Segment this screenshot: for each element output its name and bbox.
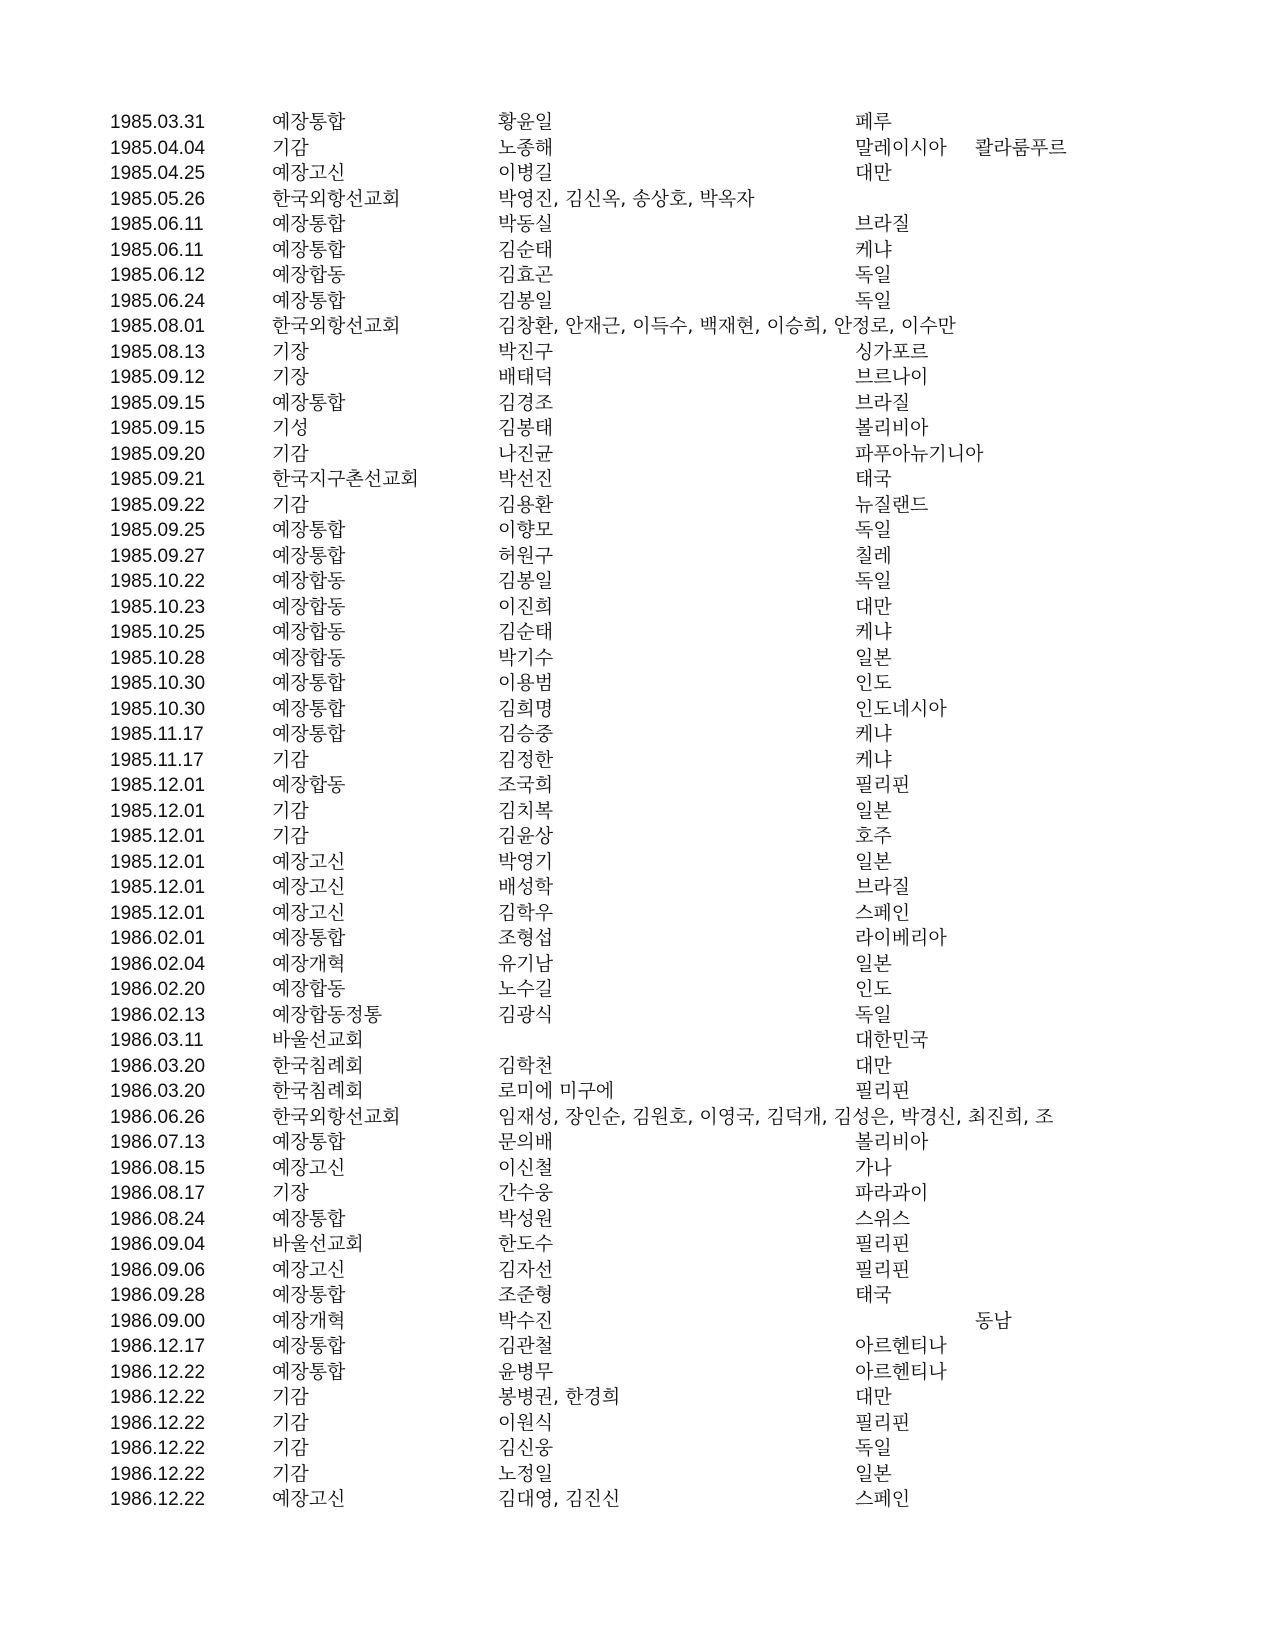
- record-names: 김순태: [498, 238, 554, 261]
- table-row: [0, 493, 1275, 519]
- record-country: 인도: [855, 978, 892, 1000]
- record-country: 태국: [855, 468, 892, 490]
- record-denomination: 예장통합: [272, 391, 346, 414]
- record-country: 케냐: [855, 621, 892, 643]
- record-country: 태국: [855, 1284, 892, 1306]
- record-date: 1986.09.06: [110, 1259, 206, 1281]
- record-date: 1985.03.31: [110, 112, 206, 133]
- record-names: 김관철: [498, 1335, 554, 1357]
- record-country: 스페인: [855, 1488, 911, 1510]
- record-names: 윤병무: [498, 1360, 554, 1383]
- table-row: [0, 110, 1275, 136]
- record-date: 1986.12.22: [110, 1489, 206, 1510]
- record-date: 1985.09.15: [110, 418, 206, 439]
- table-row: [0, 212, 1275, 238]
- table-row: [0, 518, 1275, 544]
- record-country: 일본: [855, 799, 892, 822]
- table-row: [0, 1054, 1275, 1080]
- record-denomination: 예장합동: [272, 646, 346, 669]
- record-denomination: 예장고신: [272, 1258, 346, 1281]
- record-country: 브라질: [855, 213, 911, 235]
- record-date: 1986.12.22: [110, 1438, 206, 1459]
- record-names: 김자선: [498, 1258, 554, 1281]
- record-names: 김학우: [498, 901, 554, 924]
- table-row: [0, 1309, 1275, 1335]
- table-row: [0, 569, 1275, 595]
- table-row: [0, 901, 1275, 927]
- table-row: [0, 1487, 1275, 1513]
- record-date: 1985.12.01: [110, 775, 206, 796]
- record-date: 1985.10.22: [110, 571, 206, 592]
- record-denomination: 예장통합: [272, 1207, 346, 1230]
- record-country: 케냐: [855, 748, 892, 771]
- record-date: 1985.09.21: [110, 469, 206, 490]
- record-names: 조국희: [498, 774, 554, 796]
- record-denomination: 기감: [272, 1437, 309, 1459]
- record-denomination: 기감: [272, 136, 309, 159]
- record-names: 김정한: [498, 748, 554, 771]
- record-date: 1985.12.01: [110, 877, 206, 898]
- record-country: 필리핀: [855, 1080, 911, 1102]
- table-row: [0, 671, 1275, 697]
- record-date: 1986.09.00: [110, 1310, 206, 1332]
- table-row: [0, 136, 1275, 162]
- table-row: [0, 1079, 1275, 1105]
- record-country: 독일: [855, 570, 892, 592]
- record-date: 1985.06.11: [110, 239, 204, 261]
- table-row: [0, 365, 1275, 391]
- record-date: 1985.10.30: [110, 698, 206, 720]
- record-names: 배성학: [498, 876, 554, 898]
- table-row: [0, 314, 1275, 340]
- table-row: [0, 850, 1275, 876]
- record-denomination: 예장합동정통: [272, 1003, 383, 1026]
- record-names: 나진균: [498, 442, 554, 465]
- table-row: [0, 187, 1275, 213]
- record-names: 김경조: [498, 391, 554, 414]
- record-denomination: 예장고신: [272, 1488, 346, 1510]
- record-denomination: 예장통합: [272, 111, 346, 133]
- record-names: 김학천: [498, 1054, 554, 1077]
- record-date: 1986.12.22: [110, 1412, 206, 1434]
- table-row: [0, 773, 1275, 799]
- record-country: 브르나이: [855, 366, 929, 388]
- record-date: 1985.10.25: [110, 622, 206, 643]
- record-names: 박기수: [498, 646, 554, 669]
- record-denomination: 예장통합: [272, 697, 346, 720]
- table-row: [0, 161, 1275, 187]
- record-date: 1985.09.25: [110, 520, 206, 541]
- record-names: 이용범: [498, 672, 554, 694]
- record-names: 한도수: [498, 1233, 554, 1255]
- record-names: 간수웅: [498, 1182, 554, 1204]
- record-country: 독일: [855, 264, 892, 286]
- table-row: [0, 263, 1275, 289]
- table-row: [0, 646, 1275, 672]
- table-row: [0, 595, 1275, 621]
- record-denomination: 예장통합: [272, 289, 346, 312]
- record-date: 1986.09.04: [110, 1234, 206, 1255]
- record-country: 필리핀: [855, 1233, 911, 1255]
- table-row: [0, 1334, 1275, 1360]
- record-denomination: 한국외항선교회: [272, 315, 401, 337]
- record-names: 박수진: [498, 1309, 554, 1332]
- record-names: 김순태: [498, 621, 554, 643]
- record-names: 이병길: [498, 162, 554, 184]
- table-row: [0, 799, 1275, 825]
- record-denomination: 예장고신: [272, 901, 346, 924]
- record-country: 파라과이: [855, 1182, 929, 1204]
- record-country: 필리핀: [855, 1411, 911, 1434]
- record-denomination: 예장개혁: [272, 1309, 346, 1332]
- record-country: 아르헨티나: [855, 1335, 947, 1357]
- record-country: 일본: [855, 952, 892, 975]
- table-row: [0, 1156, 1275, 1182]
- record-names: 황윤일: [498, 111, 554, 133]
- table-row: [0, 544, 1275, 570]
- table-row: [0, 952, 1275, 978]
- record-names: 김윤상: [498, 825, 554, 847]
- record-names: 로미에 미구에: [498, 1080, 615, 1102]
- record-date: 1986.08.15: [110, 1157, 206, 1179]
- record-names: 김승중: [498, 723, 554, 745]
- record-denomination: 기감: [272, 1462, 309, 1485]
- record-date: 1985.12.01: [110, 851, 206, 873]
- record-denomination: 기감: [272, 825, 309, 847]
- record-date: 1985.04.25: [110, 163, 206, 184]
- table-row: [0, 416, 1275, 442]
- record-country: 뉴질랜드: [855, 493, 929, 516]
- record-denomination: 기감: [272, 1386, 309, 1408]
- record-denomination: 예장통합: [272, 544, 346, 567]
- record-country: 독일: [855, 289, 892, 312]
- record-country: 대만: [855, 1386, 892, 1408]
- record-denomination: 바울선교회: [272, 1233, 364, 1255]
- record-country: 대한민국: [855, 1029, 929, 1051]
- record-denomination: 한국침례회: [272, 1080, 364, 1102]
- table-row: [0, 1028, 1275, 1054]
- record-denomination: 기장: [272, 1182, 309, 1204]
- record-names: 문의배: [498, 1131, 554, 1153]
- record-denomination: 예장고신: [272, 876, 346, 898]
- record-date: 1986.12.22: [110, 1361, 206, 1383]
- record-names: 김창환, 안재근, 이득수, 백재현, 이승희, 안정로, 이수만: [498, 315, 956, 337]
- record-denomination: 예장합동: [272, 264, 346, 286]
- record-names: 배태덕: [498, 366, 554, 388]
- record-names: 이향모: [498, 519, 554, 541]
- record-names: 김대영, 김진신: [498, 1488, 621, 1510]
- record-date: 1985.09.22: [110, 494, 206, 516]
- table-row: [0, 1411, 1275, 1437]
- record-denomination: 예장합동: [272, 570, 346, 592]
- record-country: 볼리비아: [855, 417, 929, 439]
- record-names: 이원식: [498, 1411, 554, 1434]
- record-names: 김효곤: [498, 264, 554, 286]
- record-country: 대만: [855, 162, 892, 184]
- record-date: 1985.11.17: [110, 724, 204, 745]
- record-date: 1986.03.20: [110, 1081, 206, 1102]
- record-date: 1986.03.11: [110, 1030, 204, 1051]
- record-names: 이진희: [498, 595, 554, 618]
- record-denomination: 한국외항선교회: [272, 187, 401, 210]
- record-denomination: 예장통합: [272, 927, 346, 949]
- record-date: 1986.12.22: [110, 1387, 206, 1408]
- record-names: 박영진, 김신옥, 송상호, 박옥자: [498, 187, 755, 210]
- table-row: [0, 1258, 1275, 1284]
- record-denomination: 예장통합: [272, 213, 346, 235]
- record-date: 1986.02.20: [110, 979, 206, 1000]
- record-country: 싱가포르: [855, 340, 929, 363]
- record-date: 1985.08.01: [110, 316, 206, 337]
- record-country: 케냐: [855, 238, 892, 261]
- record-names: 허원구: [498, 544, 554, 567]
- record-date: 1985.12.01: [110, 902, 206, 924]
- record-date: 1985.11.17: [110, 749, 204, 771]
- record-date: 1986.12.17: [110, 1336, 206, 1357]
- table-row: [0, 1360, 1275, 1386]
- record-country: 일본: [855, 1462, 892, 1485]
- record-country: 독일: [855, 1437, 892, 1459]
- record-denomination: 기장: [272, 366, 309, 388]
- record-denomination: 기감: [272, 748, 309, 771]
- record-country: 독일: [855, 519, 892, 541]
- record-names: 조준형: [498, 1284, 554, 1306]
- record-country: 대만: [855, 1054, 892, 1077]
- record-country: 아르헨티나: [855, 1360, 947, 1383]
- record-denomination: 예장합동: [272, 621, 346, 643]
- record-names: 노종해: [498, 136, 554, 159]
- table-row: [0, 391, 1275, 417]
- record-country: 케냐: [855, 723, 892, 745]
- record-date: 1985.09.20: [110, 443, 206, 465]
- table-row: [0, 926, 1275, 952]
- record-denomination: 예장통합: [272, 1284, 346, 1306]
- record-denomination: 예장고신: [272, 1156, 346, 1179]
- record-date: 1985.09.12: [110, 367, 206, 388]
- record-date: 1985.09.15: [110, 392, 206, 414]
- record-country: 대만: [855, 595, 892, 618]
- table-row: [0, 340, 1275, 366]
- record-date: 1986.08.24: [110, 1208, 206, 1230]
- record-country: 독일: [855, 1003, 892, 1026]
- table-row: [0, 697, 1275, 723]
- record-country: 페루: [855, 111, 892, 133]
- record-country: 라이베리아: [855, 927, 947, 949]
- record-denomination: 예장통합: [272, 1335, 346, 1357]
- record-names: 김용환: [498, 493, 554, 516]
- record-denomination: 예장합동: [272, 978, 346, 1000]
- record-denomination: 예장고신: [272, 850, 346, 873]
- record-denomination: 예장통합: [272, 723, 346, 745]
- table-row: [0, 1232, 1275, 1258]
- record-date: 1985.10.30: [110, 673, 206, 694]
- record-names: 조형섭: [498, 927, 554, 949]
- record-country: 가나: [855, 1156, 892, 1179]
- record-country: 말레이시아: [855, 136, 947, 159]
- record-date: 1986.02.01: [110, 928, 206, 949]
- table-row: [0, 1462, 1275, 1488]
- record-date: 1985.09.27: [110, 545, 206, 567]
- table-row: [0, 1181, 1275, 1207]
- record-names: 박선진: [498, 468, 554, 490]
- record-denomination: 기감: [272, 493, 309, 516]
- record-denomination: 예장통합: [272, 1131, 346, 1153]
- record-date: 1986.09.28: [110, 1285, 206, 1306]
- record-country: 인도네시아: [855, 697, 947, 720]
- record-date: 1986.12.22: [110, 1463, 206, 1485]
- record-denomination: 기감: [272, 442, 309, 465]
- record-country: 일본: [855, 646, 892, 669]
- record-names: 유기남: [498, 952, 554, 975]
- record-date: 1985.12.01: [110, 800, 206, 822]
- record-denomination: 한국지구촌선교회: [272, 468, 419, 490]
- record-denomination: 기장: [272, 340, 309, 363]
- record-denomination: 예장고신: [272, 162, 346, 184]
- record-extra: 동남: [975, 1309, 1012, 1332]
- table-row: [0, 748, 1275, 774]
- table-row: [0, 1105, 1275, 1131]
- record-denomination: 기성: [272, 417, 309, 439]
- record-country: 브라질: [855, 391, 911, 414]
- record-date: 1985.05.26: [110, 188, 206, 210]
- record-country: 브라질: [855, 876, 911, 898]
- record-names: 박동실: [498, 213, 554, 235]
- record-denomination: 예장통합: [272, 672, 346, 694]
- table-row: [0, 1130, 1275, 1156]
- table-row: [0, 1436, 1275, 1462]
- table-row: [0, 442, 1275, 468]
- record-names: 노수길: [498, 978, 554, 1000]
- record-names: 김희명: [498, 697, 554, 720]
- record-extra: 콸라룸푸르: [975, 136, 1067, 159]
- record-date: 1985.04.04: [110, 137, 206, 159]
- record-country: 스위스: [855, 1207, 911, 1230]
- record-date: 1985.10.28: [110, 647, 206, 669]
- record-date: 1986.02.13: [110, 1004, 206, 1026]
- record-denomination: 한국침례회: [272, 1054, 364, 1077]
- record-date: 1985.10.23: [110, 596, 206, 618]
- record-denomination: 예장통합: [272, 519, 346, 541]
- record-date: 1986.02.04: [110, 953, 206, 975]
- record-names: 박영기: [498, 850, 554, 873]
- table-row: [0, 875, 1275, 901]
- record-date: 1985.06.12: [110, 265, 206, 286]
- record-date: 1985.06.24: [110, 290, 206, 312]
- record-country: 호주: [855, 825, 892, 847]
- record-names: 김봉일: [498, 570, 554, 592]
- record-denomination: 예장통합: [272, 238, 346, 261]
- table-row: [0, 1207, 1275, 1233]
- table-row: [0, 1283, 1275, 1309]
- record-denomination: 예장개혁: [272, 952, 346, 975]
- record-date: 1985.06.11: [110, 214, 204, 235]
- record-names: 김봉일: [498, 289, 554, 312]
- record-country: 파푸아뉴기니아: [855, 442, 984, 465]
- record-denomination: 예장합동: [272, 774, 346, 796]
- record-denomination: 바울선교회: [272, 1029, 364, 1051]
- record-date: 1986.06.26: [110, 1106, 206, 1128]
- record-country: 필리핀: [855, 1258, 911, 1281]
- record-date: 1986.07.13: [110, 1132, 206, 1153]
- record-date: 1986.08.17: [110, 1183, 206, 1204]
- table-row: [0, 1003, 1275, 1029]
- table-row: [0, 1385, 1275, 1411]
- record-names: 이신철: [498, 1156, 554, 1179]
- record-denomination: 기감: [272, 799, 309, 822]
- table-row: [0, 722, 1275, 748]
- record-date: 1985.08.13: [110, 341, 206, 363]
- record-denomination: 기감: [272, 1411, 309, 1434]
- record-denomination: 예장합동: [272, 595, 346, 618]
- record-names: 김신웅: [498, 1437, 554, 1459]
- record-names: 임재성, 장인순, 김원호, 이영국, 김덕개, 김성은, 박경신, 최진희, 조: [498, 1105, 1054, 1128]
- record-denomination: 예장통합: [272, 1360, 346, 1383]
- table-row: [0, 238, 1275, 264]
- record-names: 박진구: [498, 340, 554, 363]
- record-date: 1985.12.01: [110, 826, 206, 847]
- record-country: 인도: [855, 672, 892, 694]
- record-country: 칠레: [855, 544, 892, 567]
- table-row: [0, 289, 1275, 315]
- table-row: [0, 467, 1275, 493]
- record-denomination: 한국외항선교회: [272, 1105, 401, 1128]
- record-names: 노정일: [498, 1462, 554, 1485]
- record-names: 김봉태: [498, 417, 554, 439]
- table-row: [0, 620, 1275, 646]
- record-country: 스페인: [855, 901, 911, 924]
- record-date: 1986.03.20: [110, 1055, 206, 1077]
- mission-record-list: [0, 110, 1275, 1513]
- record-country: 필리핀: [855, 774, 911, 796]
- record-names: 김광식: [498, 1003, 554, 1026]
- table-row: [0, 977, 1275, 1003]
- record-names: 봉병권, 한경희: [498, 1386, 621, 1408]
- record-names: 김치복: [498, 799, 554, 822]
- record-names: 박성원: [498, 1207, 554, 1230]
- record-country: 볼리비아: [855, 1131, 929, 1153]
- record-country: 일본: [855, 850, 892, 873]
- table-row: [0, 824, 1275, 850]
